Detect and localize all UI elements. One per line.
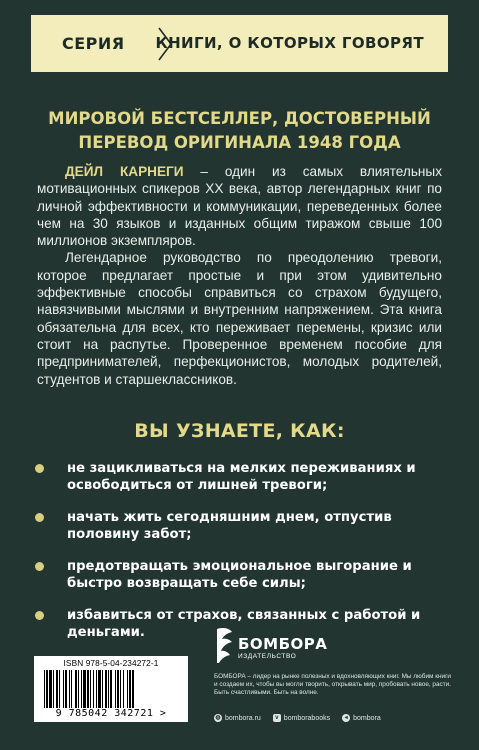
social-text: bombora.ru xyxy=(225,714,261,722)
bullet-list xyxy=(35,460,445,656)
series-label: СЕРИЯ xyxy=(62,34,125,53)
bullet-dot-icon xyxy=(35,611,44,620)
bullet-item xyxy=(35,558,445,592)
bullet-item xyxy=(35,509,445,543)
description-paragraph-1-text: – один из самых влиятельных мотивационных спикеров XX века, автор легендарных книг по личной эффективности и коммуникации, переведенных более чем на 30 языков и изданных общим тиражом свыше 100 миллионов экземпляров. xyxy=(37,164,442,249)
bullet-text: начать жить сегодняшним днем, отпустив половину забот; xyxy=(67,510,392,542)
description xyxy=(37,163,442,388)
headline-line-1: МИРОВОЙ БЕСТСЕЛЛЕР, ДОСТОВЕРНЫЙ xyxy=(48,109,431,128)
social-link-site[interactable] xyxy=(214,714,261,722)
social-text: bomborabooks xyxy=(283,714,331,722)
publisher-socials xyxy=(214,714,381,722)
headline-line-2: ПЕРЕВОД ОРИГИНАЛА 1948 ГОДА xyxy=(78,133,401,152)
bullet-text: не зацикливаться на мелких переживаниях и освободиться от лишней тревоги; xyxy=(67,461,416,493)
bombora-logo-icon xyxy=(214,625,236,665)
bullet-text: предотвращать эмоциональное выгорание и быстро возвращать себе силы; xyxy=(67,559,412,591)
social-text: bombora xyxy=(353,714,381,722)
publisher-blurb: БОМБОРА – лидер на рынке полезных и вдохновляющих книг. Мы любим книги и создаем их, чтобы вы могли творить, открывать мир, пробовать новое, расти. Быть счастливыми. Быть на волне. xyxy=(214,673,452,697)
barcode-block xyxy=(34,656,188,722)
learn-how-heading: ВЫ УЗНАЕТЕ, КАК: xyxy=(134,420,345,442)
globe-icon: ◍ xyxy=(215,715,221,721)
description-paragraph-2: Легендарное руководство по преодолению тревоги, которое предлагает простые и при этом удивительно эффективные способы справиться со страхом будущего, навязчивыми мыслями и внутренним напряжением. Эта книга обязательна для всех, кто переживает перемены, кризис или стоит на распутье. Проверенное временем пособие для предпринимателей, перфекционистов, молодых родителей, студентов и старшеклассников. xyxy=(37,250,442,387)
vk-icon: v xyxy=(273,714,281,722)
bullet-text: избавиться от страхов, связанных с работой и деньгами. xyxy=(67,608,421,640)
social-link-vk[interactable] xyxy=(273,714,330,722)
bullet-dot-icon xyxy=(35,562,44,571)
social-link-telegram[interactable] xyxy=(342,714,381,722)
description-paragraph-1 xyxy=(37,163,442,249)
isbn-label: ISBN 978-5-04-234272-1 xyxy=(63,658,159,668)
series-name: КНИГИ, О КОТОРЫХ ГОВОРЯТ xyxy=(155,34,424,52)
publisher-name: БОМБОРА xyxy=(238,635,328,653)
publisher-subtitle: ИЗДАТЕЛЬСТВО xyxy=(238,653,297,660)
series-banner xyxy=(31,15,448,72)
bullet-item xyxy=(35,460,445,494)
headline xyxy=(20,107,459,155)
barcode-icon xyxy=(42,670,180,708)
bullet-dot-icon xyxy=(35,513,44,522)
bullet-dot-icon xyxy=(35,464,44,473)
author-name: ДЕЙЛ КАРНЕГИ xyxy=(65,164,184,179)
telegram-icon: ◂ xyxy=(342,714,350,722)
barcode-digits: 9 785042 342721 > xyxy=(55,708,167,719)
